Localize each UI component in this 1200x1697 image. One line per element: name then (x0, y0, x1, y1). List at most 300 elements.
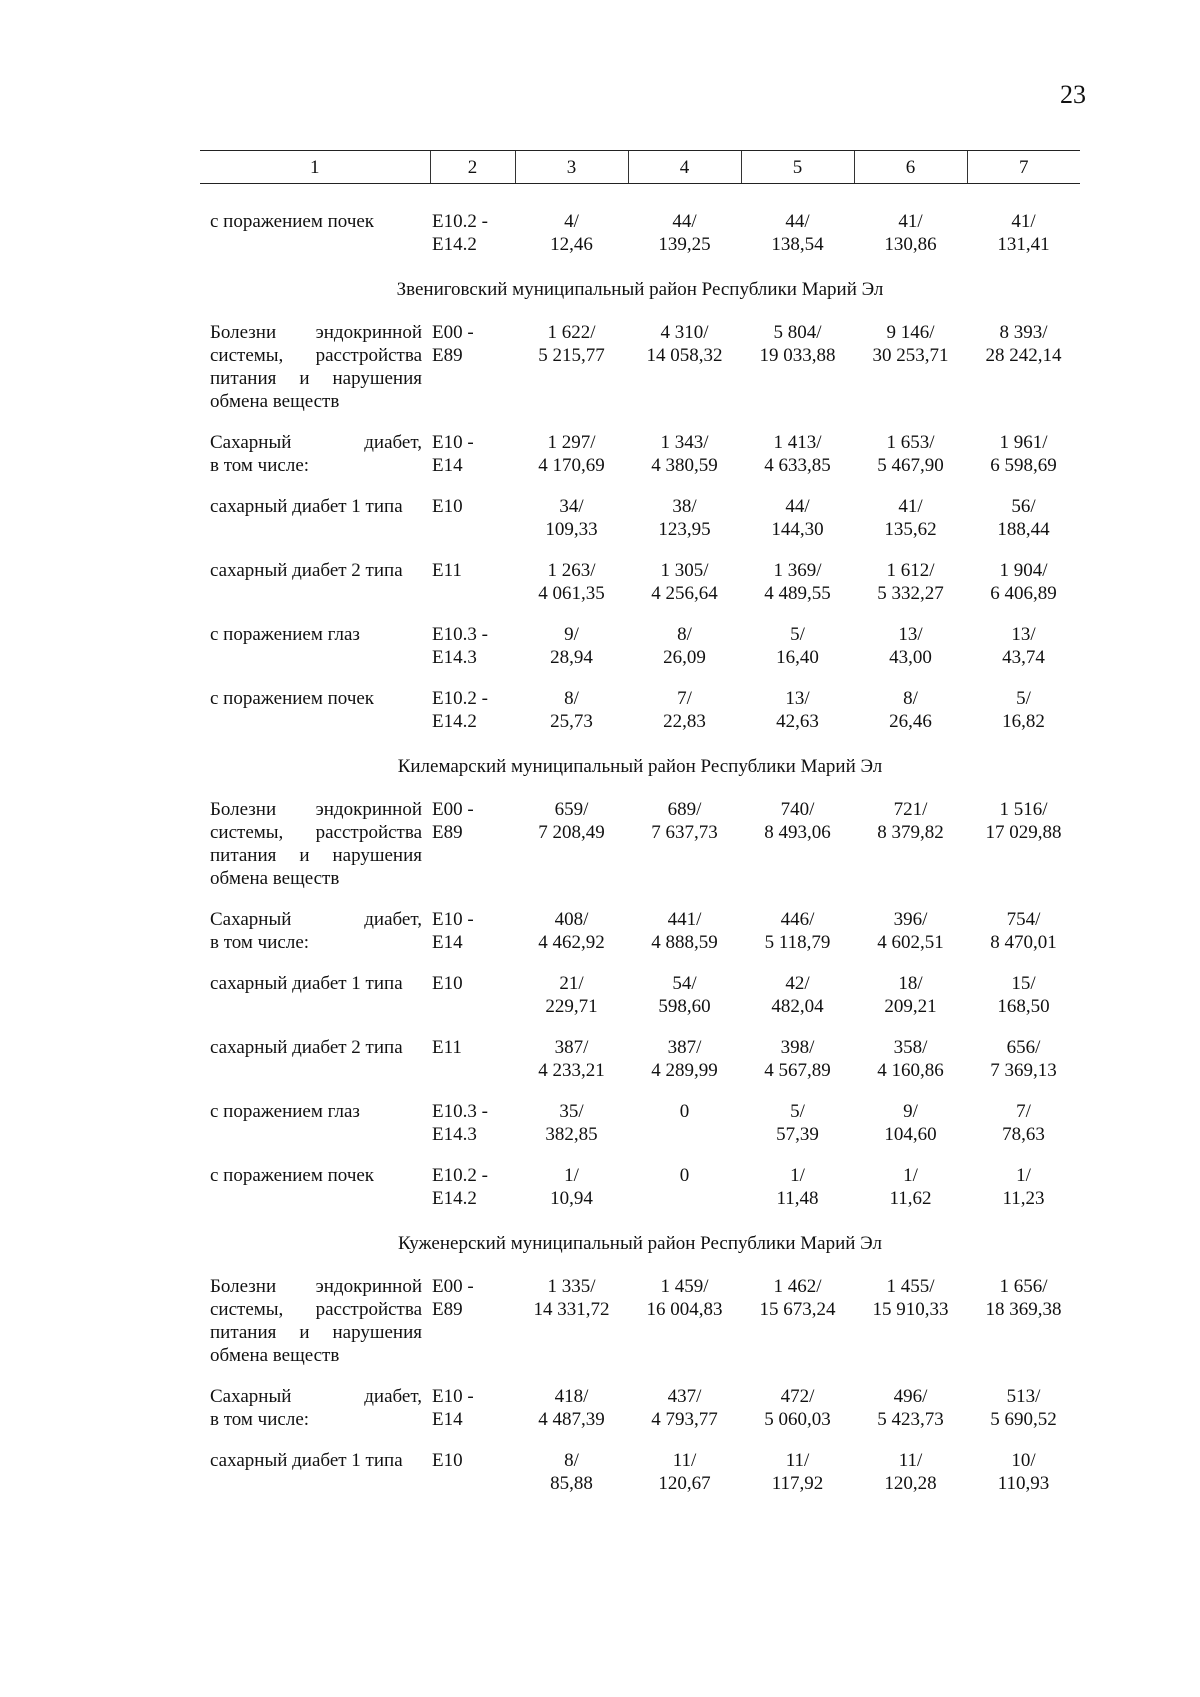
value-line: 168,50 (997, 996, 1050, 1017)
value-line: 437/ (667, 1386, 702, 1407)
icd-code-line: E10.2 - (432, 1165, 488, 1186)
table-row (200, 559, 1080, 623)
value-line: 42/ (785, 973, 810, 994)
value-line: 1 413/ (773, 432, 822, 453)
value-cell (854, 908, 967, 972)
icd-code (430, 184, 515, 275)
indicator-name (200, 908, 430, 972)
value-line: 689/ (667, 799, 702, 820)
value-line: 8 470,01 (990, 932, 1057, 953)
icd-code (430, 495, 515, 559)
value-cell (628, 798, 741, 908)
value-cell (515, 623, 628, 687)
value-cell (628, 321, 741, 431)
value-cell (741, 184, 854, 275)
value-line: 11,48 (776, 1188, 819, 1209)
icd-code-line: E14.3 (432, 647, 477, 668)
indicator-name (200, 1385, 430, 1449)
icd-code (430, 623, 515, 687)
value-cell (854, 184, 967, 275)
value-cell (967, 1449, 1080, 1513)
table-row (200, 1275, 1080, 1385)
value-cell (741, 972, 854, 1036)
value-line: 1/ (564, 1165, 579, 1186)
indicator-name-line (210, 431, 422, 454)
value-line: 482,04 (771, 996, 824, 1017)
icd-code-line: E00 - (432, 799, 474, 820)
value-cell (741, 687, 854, 751)
table-row (200, 908, 1080, 972)
icd-code (430, 1449, 515, 1513)
value-cell (967, 495, 1080, 559)
column-header: 2 (430, 151, 515, 184)
value-line: 4 567,89 (764, 1060, 831, 1081)
value-line: 1 961/ (999, 432, 1048, 453)
value-cell (741, 798, 854, 908)
table-header-row (200, 151, 1080, 184)
indicator-name-line: сахарный диабет 1 типа (210, 496, 403, 517)
value-line: 9/ (564, 624, 579, 645)
value-cell (854, 431, 967, 495)
section-heading-row (200, 751, 1080, 798)
value-line: 418/ (554, 1386, 589, 1407)
word: диабет, (364, 432, 422, 453)
value-cell (515, 1164, 628, 1228)
value-line: 130,86 (884, 234, 937, 255)
icd-code-line: E10 - (432, 1386, 474, 1407)
icd-code (430, 1100, 515, 1164)
value-line: 144,30 (771, 519, 824, 540)
value-line: 135,62 (884, 519, 937, 540)
value-line: 1/ (903, 1165, 918, 1186)
value-line: 85,88 (550, 1473, 593, 1494)
value-line: 740/ (780, 799, 815, 820)
value-line: 14 331,72 (533, 1299, 610, 1320)
icd-code-line: E14 (432, 1409, 463, 1430)
value-cell (515, 798, 628, 908)
icd-code (430, 559, 515, 623)
value-line: 0 (679, 1101, 690, 1122)
value-line: 25,73 (550, 711, 593, 732)
value-line: 1 343/ (660, 432, 709, 453)
indicator-name (200, 687, 430, 751)
value-line: 1/ (1016, 1165, 1031, 1186)
value-cell (515, 559, 628, 623)
value-line: 26,09 (663, 647, 706, 668)
value-line: 1 656/ (999, 1276, 1048, 1297)
indicator-name-line: с поражением почек (210, 211, 375, 232)
value-cell (741, 321, 854, 431)
column-header: 4 (628, 151, 741, 184)
indicator-name (200, 495, 430, 559)
value-line: 42,63 (776, 711, 819, 732)
value-line: 11,62 (889, 1188, 932, 1209)
value-line: 7 637,73 (651, 822, 718, 843)
table-row (200, 972, 1080, 1036)
value-cell (515, 1036, 628, 1100)
value-cell (515, 495, 628, 559)
value-cell (741, 495, 854, 559)
value-line: 1 612/ (886, 560, 935, 581)
indicator-name (200, 431, 430, 495)
value-cell (628, 495, 741, 559)
icd-code-line: E10.3 - (432, 624, 488, 645)
table-row (200, 1164, 1080, 1228)
statistics-table (200, 150, 1080, 1513)
icd-code-line: E00 - (432, 1276, 474, 1297)
value-cell (628, 184, 741, 275)
value-line: 120,28 (884, 1473, 937, 1494)
value-cell (628, 908, 741, 972)
value-cell (741, 1275, 854, 1385)
value-cell (628, 1449, 741, 1513)
value-line: 0 (679, 1165, 690, 1186)
value-line: 104,60 (884, 1124, 937, 1145)
column-header: 7 (967, 151, 1080, 184)
indicator-name-line: Болезни эндокринной системы, расстройства питания и нарушения обмена веществ (210, 322, 422, 412)
value-line: 13/ (898, 624, 923, 645)
value-line: 5 215,77 (538, 345, 605, 366)
value-line: 117,92 (771, 1473, 824, 1494)
value-line: 13/ (1011, 624, 1036, 645)
table-body (200, 184, 1080, 1514)
value-line: 188,44 (997, 519, 1050, 540)
word: Сахарный (210, 909, 292, 930)
value-cell (628, 559, 741, 623)
value-line: 4 602,51 (877, 932, 944, 953)
value-line: 44/ (785, 211, 810, 232)
indicator-name-line: с поражением почек (210, 688, 375, 709)
word: диабет, (364, 1386, 422, 1407)
value-cell (741, 1385, 854, 1449)
icd-code-line: E14.2 (432, 1188, 477, 1209)
value-line: 19 033,88 (759, 345, 836, 366)
value-cell (967, 184, 1080, 275)
value-line: 382,85 (545, 1124, 598, 1145)
value-cell (515, 972, 628, 1036)
value-line: 26,46 (889, 711, 932, 732)
value-cell (967, 1164, 1080, 1228)
table-row (200, 321, 1080, 431)
value-cell (854, 972, 967, 1036)
value-line: 5 332,27 (877, 583, 944, 604)
indicator-name-line: сахарный диабет 1 типа (210, 973, 403, 994)
value-line: 6 406,89 (990, 583, 1057, 604)
icd-code-line: E00 - (432, 322, 474, 343)
value-cell (967, 623, 1080, 687)
value-cell (515, 908, 628, 972)
table-row (200, 184, 1080, 275)
value-line: 11,23 (1002, 1188, 1045, 1209)
value-cell (628, 623, 741, 687)
icd-code-line: E14 (432, 932, 463, 953)
value-line: 1 904/ (999, 560, 1048, 581)
statistics-table-container (200, 150, 1080, 1513)
value-line: 5/ (790, 624, 805, 645)
value-line: 1 459/ (660, 1276, 709, 1297)
value-cell (967, 321, 1080, 431)
value-line: 659/ (554, 799, 589, 820)
indicator-name-line (210, 908, 422, 931)
value-line: 4 160,86 (877, 1060, 944, 1081)
value-line: 1 335/ (547, 1276, 596, 1297)
icd-code (430, 798, 515, 908)
value-line: 358/ (893, 1037, 928, 1058)
value-cell (628, 431, 741, 495)
value-cell (967, 798, 1080, 908)
value-line: 4 170,69 (538, 455, 605, 476)
value-line: 5 690,52 (990, 1409, 1057, 1430)
value-cell (854, 798, 967, 908)
value-line: 138,54 (771, 234, 824, 255)
indicator-name (200, 972, 430, 1036)
table-row (200, 623, 1080, 687)
value-line: 10/ (1011, 1450, 1036, 1471)
value-line: 38/ (672, 496, 697, 517)
value-line: 16 004,83 (646, 1299, 723, 1320)
value-cell (967, 687, 1080, 751)
value-cell (741, 623, 854, 687)
value-line: 5 423,73 (877, 1409, 944, 1430)
icd-code-line: E11 (432, 560, 462, 581)
icd-code-line: E89 (432, 1299, 463, 1320)
indicator-name (200, 623, 430, 687)
value-line: 8/ (564, 1450, 579, 1471)
indicator-name-line: с поражением глаз (210, 1101, 360, 1122)
value-line: 441/ (667, 909, 702, 930)
value-cell (854, 1385, 967, 1449)
column-header: 5 (741, 151, 854, 184)
icd-code-line: E10 (432, 496, 463, 517)
value-line: 110,93 (997, 1473, 1050, 1494)
value-line: 14 058,32 (646, 345, 723, 366)
indicator-name-line: сахарный диабет 2 типа (210, 560, 403, 581)
value-line: 21/ (559, 973, 584, 994)
word: диабет, (364, 909, 422, 930)
value-line: 139,25 (658, 234, 711, 255)
word: Сахарный (210, 1386, 292, 1407)
icd-code (430, 687, 515, 751)
value-line: 446/ (780, 909, 815, 930)
value-cell (854, 1036, 967, 1100)
value-line: 28 242,14 (985, 345, 1062, 366)
value-cell (967, 1275, 1080, 1385)
value-line: 11/ (672, 1450, 697, 1471)
table-row (200, 687, 1080, 751)
value-line: 408/ (554, 909, 589, 930)
value-cell (854, 1449, 967, 1513)
value-cell (515, 1385, 628, 1449)
word: Сахарный (210, 432, 292, 453)
value-cell (967, 908, 1080, 972)
section-title: Куженерский муниципальный район Республики Марий Эл (398, 1233, 882, 1254)
value-line: 43,00 (889, 647, 932, 668)
value-cell (628, 1385, 741, 1449)
value-line: 1 455/ (886, 1276, 935, 1297)
value-line: 4 289,99 (651, 1060, 718, 1081)
value-line: 387/ (554, 1037, 589, 1058)
icd-code (430, 1275, 515, 1385)
value-line: 8 493,06 (764, 822, 831, 843)
icd-code (430, 908, 515, 972)
indicator-name-line: сахарный диабет 2 типа (210, 1037, 403, 1058)
value-line: 109,33 (545, 519, 598, 540)
indicator-name (200, 321, 430, 431)
value-line: 4 233,21 (538, 1060, 605, 1081)
value-line: 6 598,69 (990, 455, 1057, 476)
value-line: 1 516/ (999, 799, 1048, 820)
value-line: 57,39 (776, 1124, 819, 1145)
icd-code-line: E10 (432, 1450, 463, 1471)
value-cell (854, 1100, 967, 1164)
value-line: 1 305/ (660, 560, 709, 581)
indicator-name-line: с поражением глаз (210, 624, 360, 645)
value-line: 12,46 (550, 234, 593, 255)
icd-code-line: E10 - (432, 909, 474, 930)
icd-code-line: E10.3 - (432, 1101, 488, 1122)
value-line: 7/ (1016, 1101, 1031, 1122)
value-line: 7/ (677, 688, 692, 709)
value-cell (628, 1275, 741, 1385)
value-line: 209,21 (884, 996, 937, 1017)
icd-code-line: E10 (432, 973, 463, 994)
value-cell (741, 1164, 854, 1228)
value-cell (967, 1100, 1080, 1164)
value-line: 9/ (903, 1101, 918, 1122)
value-cell (628, 972, 741, 1036)
section-heading-row (200, 274, 1080, 321)
value-line: 4 462,92 (538, 932, 605, 953)
value-line: 4 633,85 (764, 455, 831, 476)
value-cell (515, 184, 628, 275)
value-cell (741, 908, 854, 972)
icd-code-line: E10 - (432, 432, 474, 453)
icd-code-line: E11 (432, 1037, 462, 1058)
indicator-name (200, 559, 430, 623)
value-line: 472/ (780, 1386, 815, 1407)
value-line: 22,83 (663, 711, 706, 732)
value-line: 396/ (893, 909, 928, 930)
icd-code-line: E14.2 (432, 711, 477, 732)
table-row (200, 1385, 1080, 1449)
value-cell (967, 431, 1080, 495)
value-cell (854, 1164, 967, 1228)
icd-code (430, 972, 515, 1036)
value-line: 41/ (1011, 211, 1036, 232)
value-line: 5 118,79 (764, 932, 831, 953)
value-line: 5 467,90 (877, 455, 944, 476)
value-line: 4 489,55 (764, 583, 831, 604)
value-line: 4/ (564, 211, 579, 232)
value-line: 513/ (1006, 1386, 1041, 1407)
value-cell (854, 1275, 967, 1385)
value-line: 1 263/ (547, 560, 596, 581)
value-line: 30 253,71 (872, 345, 949, 366)
value-line: 5 060,03 (764, 1409, 831, 1430)
value-line: 123,95 (658, 519, 711, 540)
value-line: 16,82 (1002, 711, 1045, 732)
value-cell (515, 1100, 628, 1164)
indicator-name-line: в том числе: (210, 455, 310, 476)
value-line: 8 379,82 (877, 822, 944, 843)
value-line: 5/ (790, 1101, 805, 1122)
value-line: 11/ (785, 1450, 810, 1471)
icd-code-line: E89 (432, 345, 463, 366)
value-cell (741, 559, 854, 623)
value-line: 7 208,49 (538, 822, 605, 843)
value-line: 598,60 (658, 996, 711, 1017)
value-line: 131,41 (997, 234, 1050, 255)
icd-code-line: E14.3 (432, 1124, 477, 1145)
value-line: 44/ (785, 496, 810, 517)
value-line: 15/ (1011, 973, 1036, 994)
value-line: 5/ (1016, 688, 1031, 709)
value-line: 120,67 (658, 1473, 711, 1494)
value-cell (967, 1036, 1080, 1100)
value-line: 15 910,33 (872, 1299, 949, 1320)
value-line: 1 462/ (773, 1276, 822, 1297)
value-line: 15 673,24 (759, 1299, 836, 1320)
value-line: 34/ (559, 496, 584, 517)
value-cell (741, 1449, 854, 1513)
icd-code-line: E10.2 - (432, 688, 488, 709)
value-cell (854, 559, 967, 623)
value-line: 56/ (1011, 496, 1036, 517)
value-line: 44/ (672, 211, 697, 232)
indicator-name-line: в том числе: (210, 1409, 310, 1430)
indicator-name-line: в том числе: (210, 932, 310, 953)
value-line: 496/ (893, 1386, 928, 1407)
value-line: 11/ (898, 1450, 923, 1471)
value-line: 4 061,35 (538, 583, 605, 604)
value-line: 4 380,59 (651, 455, 718, 476)
value-line: 18/ (898, 973, 923, 994)
indicator-name-line: Болезни эндокринной системы, расстройства питания и нарушения обмена веществ (210, 799, 422, 889)
value-cell (628, 687, 741, 751)
table-row (200, 431, 1080, 495)
value-line: 78,63 (1002, 1124, 1045, 1145)
indicator-name-line: Болезни эндокринной системы, расстройства питания и нарушения обмена веществ (210, 1276, 422, 1366)
indicator-name (200, 798, 430, 908)
icd-code (430, 321, 515, 431)
value-line: 4 793,77 (651, 1409, 718, 1430)
icd-code (430, 1385, 515, 1449)
value-line: 721/ (893, 799, 928, 820)
indicator-name-line (210, 1385, 422, 1408)
value-line: 8/ (677, 624, 692, 645)
value-line: 656/ (1006, 1037, 1041, 1058)
icd-code (430, 1036, 515, 1100)
value-cell (628, 1100, 741, 1164)
value-cell (515, 431, 628, 495)
icd-code (430, 431, 515, 495)
indicator-name (200, 1100, 430, 1164)
value-cell (967, 1385, 1080, 1449)
value-line: 4 256,64 (651, 583, 718, 604)
value-cell (854, 687, 967, 751)
value-line: 18 369,38 (985, 1299, 1062, 1320)
indicator-name (200, 1275, 430, 1385)
value-cell (967, 972, 1080, 1036)
value-line: 16,40 (776, 647, 819, 668)
value-line: 1/ (790, 1165, 805, 1186)
indicator-name (200, 1449, 430, 1513)
table-row (200, 798, 1080, 908)
value-cell (515, 1275, 628, 1385)
value-line: 5 804/ (773, 322, 822, 343)
value-cell (854, 321, 967, 431)
indicator-name (200, 1164, 430, 1228)
